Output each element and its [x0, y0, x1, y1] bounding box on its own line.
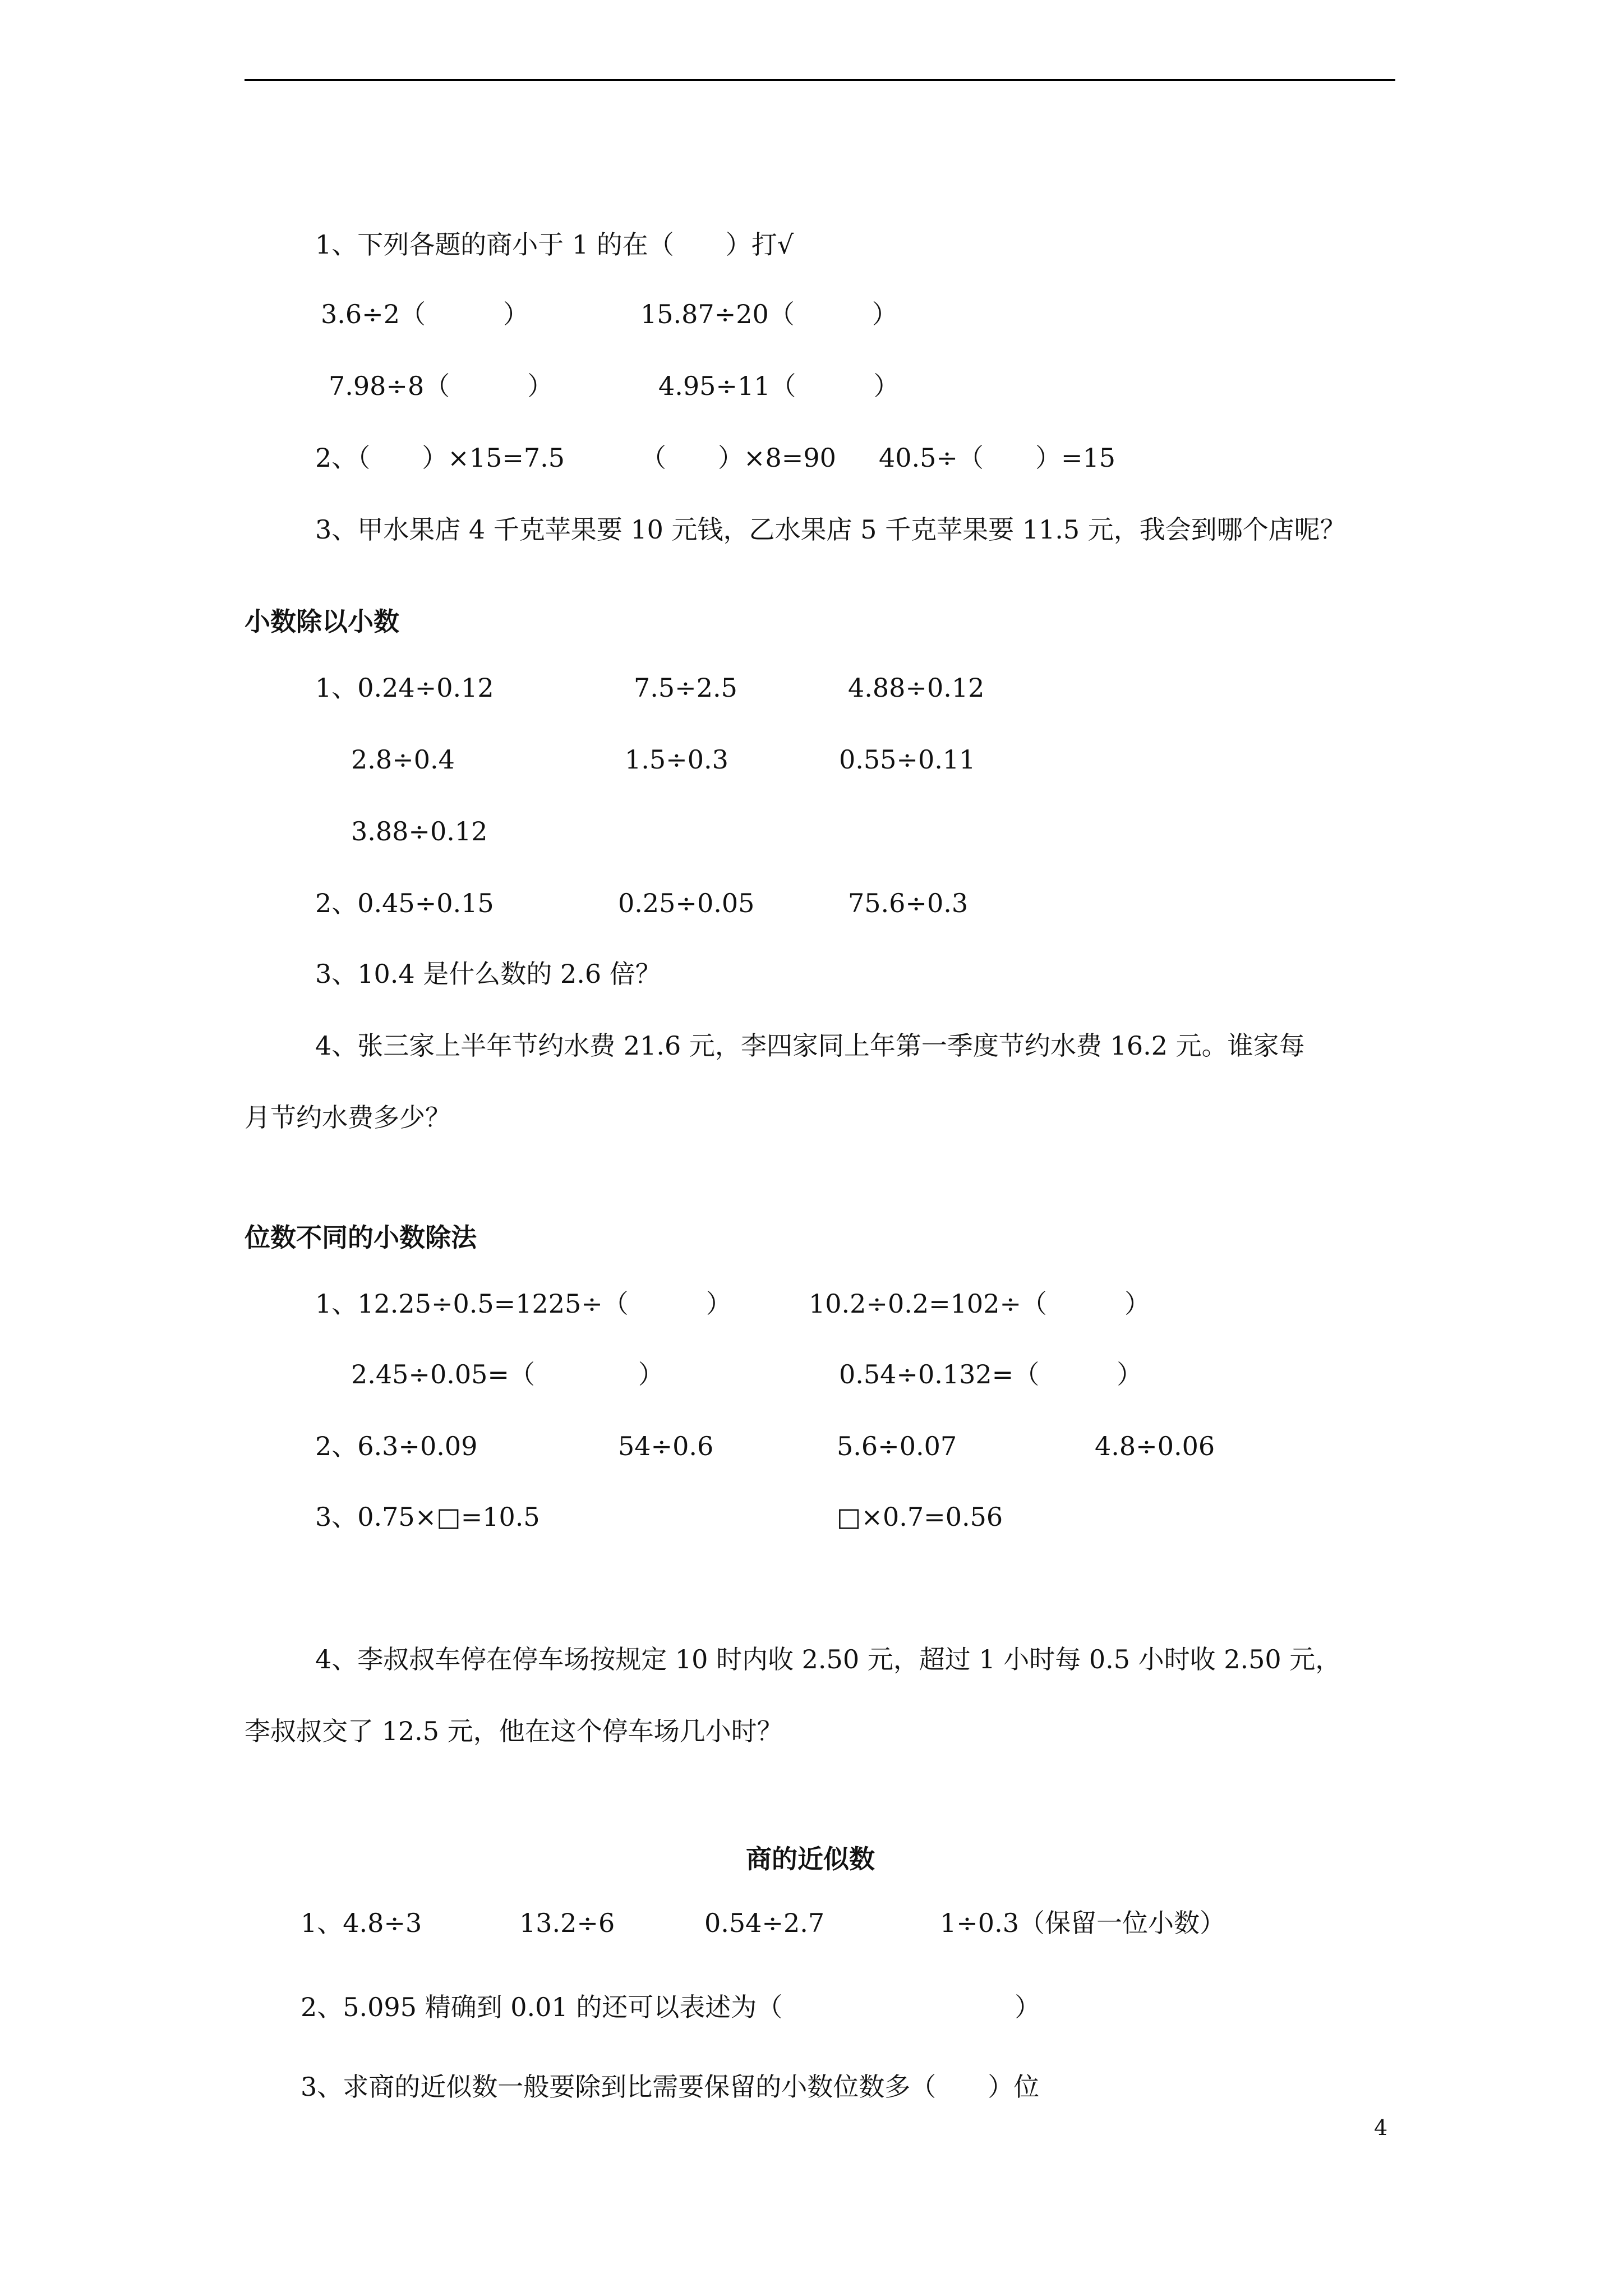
s3-q1-row1	[315, 1287, 1269, 1320]
s4-q1-b: 13.2÷6	[519, 1908, 615, 1938]
s3-q4-line1: 4、李叔叔车停在停车场按规定 10 时内收 2.50 元，超过 1 小时每 0.5 小时收 2.50 元，	[315, 1644, 1341, 1674]
s3-heading: 位数不同的小数除法	[245, 1222, 477, 1253]
s1-q2-b: （ ）×8=90	[640, 443, 836, 473]
s1-q1-a: 3.6÷2（ ）	[321, 299, 529, 329]
s2-q1-g: 3.88÷0.12	[351, 816, 488, 846]
s4-q1-a: 1、4.8÷3	[301, 1908, 422, 1938]
s4-q2: 2、5.095 精确到 0.01 的还可以表述为（ ）	[301, 1992, 1041, 2022]
s2-q1-e: 1.5÷0.3	[625, 744, 728, 775]
s3-q3-a: 3、0.75×□=10.5	[315, 1502, 540, 1532]
s3-q1-a: 1、12.25÷0.5=1225÷（ ）	[315, 1289, 732, 1319]
s1-q1-d: 4.95÷11（ ）	[658, 371, 900, 401]
s2-q1-b: 7.5÷2.5	[634, 673, 737, 703]
s2-q2-b: 0.25÷0.05	[618, 888, 755, 918]
s4-heading: 商的近似数	[746, 1844, 875, 1874]
s3-q2-a: 2、6.3÷0.09	[315, 1431, 478, 1461]
s3-q1-c: 2.45÷0.05=（ ）	[351, 1359, 664, 1389]
s1-q1-title: 1、下列各题的商小于 1 的在（ ）打√	[315, 229, 794, 260]
s2-q1-d: 2.8÷0.4	[351, 744, 455, 775]
s2-q1-row1	[315, 671, 1156, 705]
s3-q1-b: 10.2÷0.2=102÷（ ）	[809, 1289, 1151, 1319]
s1-q1-c: 7.98÷8（ ）	[329, 371, 554, 401]
s2-q1-c: 4.88÷0.12	[848, 673, 985, 703]
s3-q2-b: 54÷0.6	[618, 1431, 714, 1461]
s3-q3-b: □×0.7=0.56	[837, 1502, 1003, 1532]
s4-q1-row	[301, 1906, 1366, 1940]
s3-q2-d: 4.8÷0.06	[1095, 1431, 1215, 1461]
s3-q1-d: 0.54÷0.132=（ ）	[839, 1359, 1143, 1389]
s1-q2-row	[315, 441, 1269, 475]
s1-q2-c: 40.5÷（ ）=15	[879, 443, 1116, 473]
s1-q3: 3、甲水果店 4 千克苹果要 10 元钱，乙水果店 5 千克苹果要 11.5 元，我会到哪个店呢？	[315, 514, 1346, 545]
s2-heading: 小数除以小数	[245, 606, 399, 637]
s1-q1-row1	[321, 297, 1106, 331]
s2-q1-a: 1、0.24÷0.12	[315, 673, 494, 703]
s2-q2-a: 2、0.45÷0.15	[315, 888, 494, 918]
s2-q2-c: 75.6÷0.3	[848, 888, 969, 918]
s2-q2-row	[315, 886, 1156, 920]
s3-q4-line2: 李叔叔交了 12.5 元，他在这个停车场几小时？	[245, 1716, 783, 1746]
s3-q1-row2	[351, 1358, 1304, 1391]
s2-q3: 3、10.4 是什么数的 2.6 倍？	[315, 959, 661, 989]
s2-q4-line2: 月节约水费多少？	[245, 1102, 451, 1133]
s4-q1-d: 1÷0.3（保留一位小数）	[940, 1908, 1225, 1938]
s3-q3-row	[315, 1500, 1325, 1534]
s1-q1-row2	[329, 369, 1114, 403]
s2-q4-line1: 4、张三家上半年节约水费 21.6 元，李四家同上年第一季度节约水费 16.2 元。谁家每	[315, 1030, 1305, 1061]
s2-q1-row2	[351, 743, 1192, 776]
page-number: 4	[1374, 2115, 1388, 2140]
s4-q1-c: 0.54÷2.7	[704, 1908, 825, 1938]
s4-q3: 3、求商的近似数一般要除到比需要保留的小数位数多（ ）位	[301, 2072, 1040, 2102]
s2-q1-f: 0.55÷0.11	[839, 744, 976, 775]
s1-q2-a: 2、（ ）×15=7.5	[315, 443, 565, 473]
s3-q2-row	[315, 1429, 1325, 1463]
s1-q1-b: 15.87÷20（ ）	[640, 299, 898, 329]
s3-q2-c: 5.6÷0.07	[837, 1431, 957, 1461]
header-rule	[245, 79, 1395, 81]
